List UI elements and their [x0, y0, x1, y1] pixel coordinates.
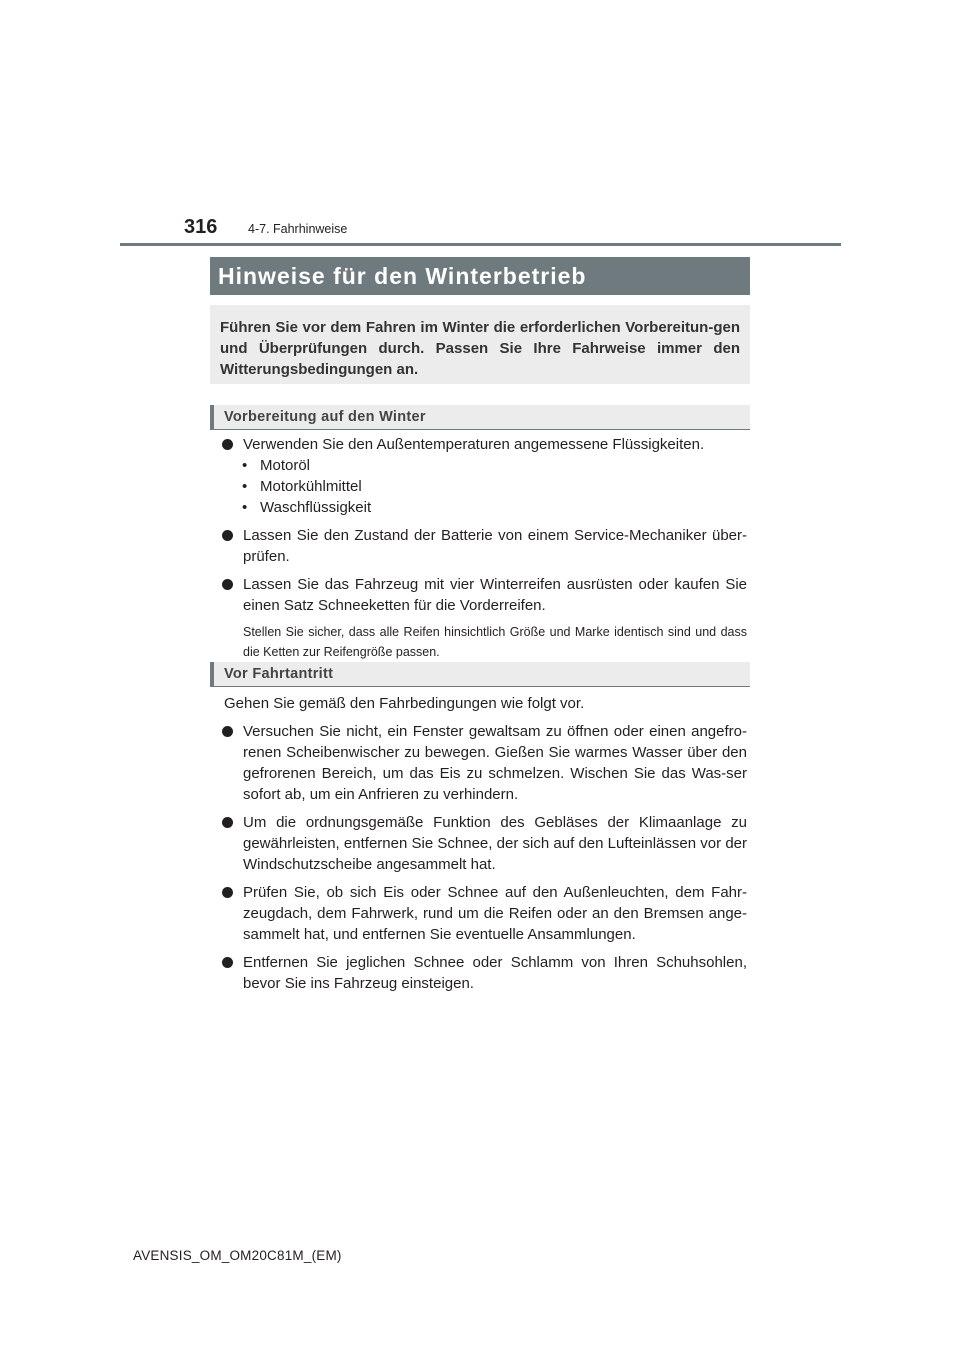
list-item: [222, 812, 747, 875]
tire-note: Stellen Sie sicher, dass alle Reifen hinsichtlich Größe und Marke identisch sind und dass die Ketten zur Reifengröße passen.: [243, 625, 747, 659]
page-number: 316: [184, 216, 218, 238]
list-item: [222, 434, 747, 455]
list-item: [222, 574, 747, 616]
bullet-icon: [222, 887, 233, 898]
list-item: [222, 952, 747, 994]
section-label: 4-7. Fahrhinweise: [248, 222, 348, 236]
sub-list-item-text: Motoröl: [260, 457, 311, 474]
sub-bullet: •: [242, 478, 248, 495]
subheading-before-driving: Vor Fahrtantritt: [210, 662, 750, 687]
sub-list-item-text: Motorkühlmittel: [260, 478, 362, 495]
sub-list-item: [222, 476, 747, 497]
list-item: [222, 882, 747, 945]
list-item-text: Lassen Sie den Zustand der Batterie von einem Service-Mechaniker über-prüfen.: [243, 527, 747, 565]
sub-list-item: [222, 455, 747, 476]
bullet-icon: [222, 579, 233, 590]
list-item-text: Verwenden Sie den Außentemperaturen angemessene Flüssigkeiten.: [243, 436, 705, 453]
bullet-icon: [222, 439, 233, 450]
list-item: [222, 525, 747, 567]
list-item-text: Versuchen Sie nicht, ein Fenster gewaltsam zu öffnen oder einen angefro-renen Scheibenwischer zu bewegen. Gießen Sie warmes Wasser über den gefrorenen Bereich, um das Eis zu schmelzen. Wischen Sie das Was-ser sofort ab, um ein Anfrieren zu verhindern.: [243, 723, 747, 803]
before-driving-list: [222, 693, 747, 1001]
list-item: [222, 721, 747, 805]
bullet-icon: [222, 957, 233, 968]
list-item-text: Entfernen Sie jeglichen Schnee oder Schlamm von Ihren Schuhsohlen, bevor Sie ins Fahrzeug einsteigen.: [243, 954, 747, 992]
header-rule: [120, 243, 841, 246]
bullet-icon: [222, 726, 233, 737]
page-title: Hinweise für den Winterbetrieb: [210, 257, 750, 295]
list-item-text: Um die ordnungsgemäße Funktion des Gebläses der Klimaanlage zu gewährleisten, entfernen Sie Schnee, der sich auf den Lufteinlässen vor der Windschutzscheibe angesammelt hat.: [243, 814, 747, 873]
intro-box: Führen Sie vor dem Fahren im Winter die erforderlichen Vorbereitun-gen und Überprüfungen durch. Passen Sie Ihre Fahrweise immer den Witterungsbedingungen an.: [210, 305, 750, 384]
sub-list-item: [222, 497, 747, 518]
bullet-icon: [222, 817, 233, 828]
winter-preparation-list: [222, 434, 747, 662]
footer-code: AVENSIS_OM_OM20C81M_(EM): [133, 1248, 342, 1263]
subheading-winter-preparation: Vorbereitung auf den Winter: [210, 405, 750, 430]
sub-bullet: •: [242, 499, 248, 516]
list-item-text: Lassen Sie das Fahrzeug mit vier Winterreifen ausrüsten oder kaufen Sie einen Satz Schneeketten für die Vorderreifen.: [243, 576, 747, 614]
sub-list-item-text: Waschflüssigkeit: [260, 499, 372, 516]
list-item-text: Prüfen Sie, ob sich Eis oder Schnee auf den Außenleuchten, dem Fahr-zeugdach, dem Fahrwerk, rund um die Reifen oder an den Bremsen ange-sammelt hat, und entfernen Sie eventuelle Ansammlungen.: [243, 884, 747, 943]
sub-bullet: •: [242, 457, 248, 474]
bullet-icon: [222, 530, 233, 541]
lead-text: Gehen Sie gemäß den Fahrbedingungen wie folgt vor.: [224, 695, 585, 712]
